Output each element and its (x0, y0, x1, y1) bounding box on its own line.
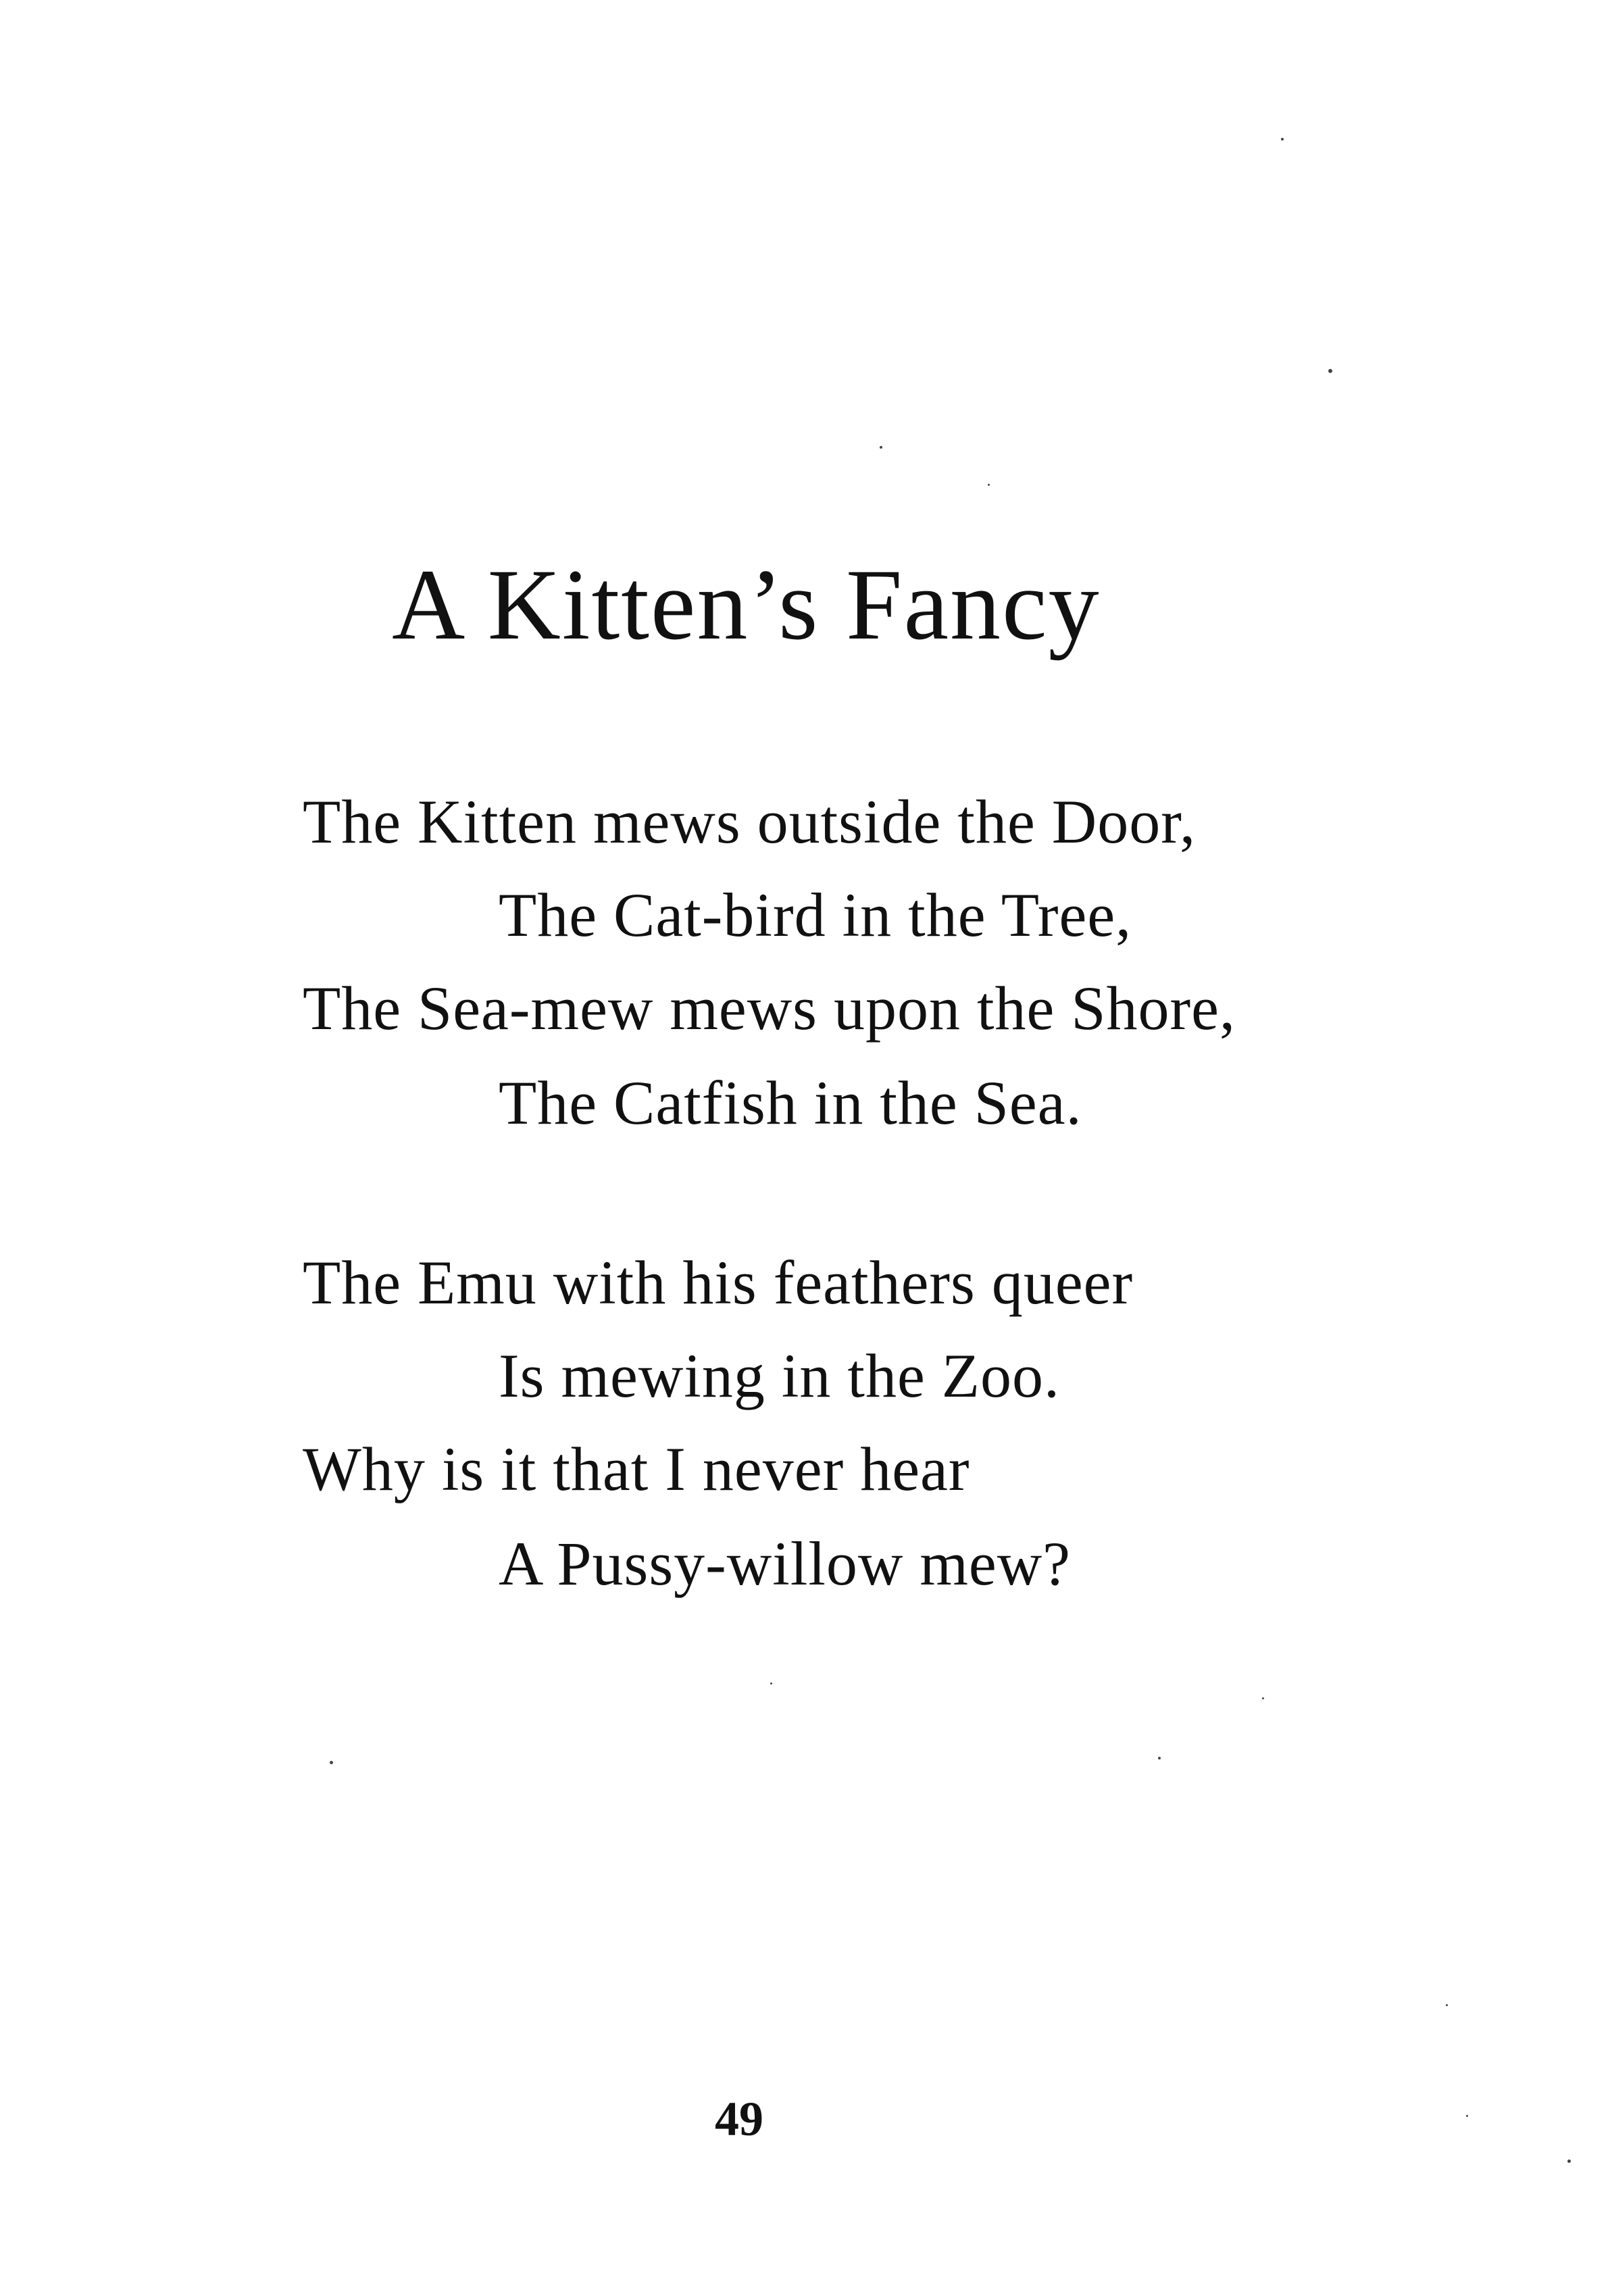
poem-line: The Sea-mew mews upon the Shore, (303, 974, 1236, 1043)
paper-speck (1281, 138, 1284, 141)
poem-title: A Kitten’s Fancy (392, 549, 1101, 661)
paper-speck (1446, 2004, 1448, 2006)
poem-line: The Cat-bird in the Tree, (499, 880, 1132, 949)
poem-line: The Kitten mews outside the Door, (303, 787, 1197, 856)
poem-line: The Emu with his feathers queer (303, 1248, 1134, 1317)
poem-line: Is mewing in the Zoo. (499, 1341, 1060, 1410)
paper-speck (1158, 1757, 1161, 1760)
paper-speck (1567, 2160, 1571, 2163)
poem-line: A Pussy-willow mew? (499, 1529, 1071, 1598)
paper-speck (988, 484, 990, 486)
paper-speck (1262, 1697, 1264, 1699)
paper-speck (1328, 369, 1332, 373)
paper-speck (880, 446, 882, 449)
poem-line: The Catfish in the Sea. (499, 1068, 1082, 1137)
paper-speck (330, 1761, 333, 1764)
paper-speck (1466, 2115, 1468, 2117)
paper-speck (770, 1682, 772, 1684)
page-number: 49 (715, 2092, 763, 2146)
poem-line: Why is it that I never hear (303, 1434, 970, 1503)
